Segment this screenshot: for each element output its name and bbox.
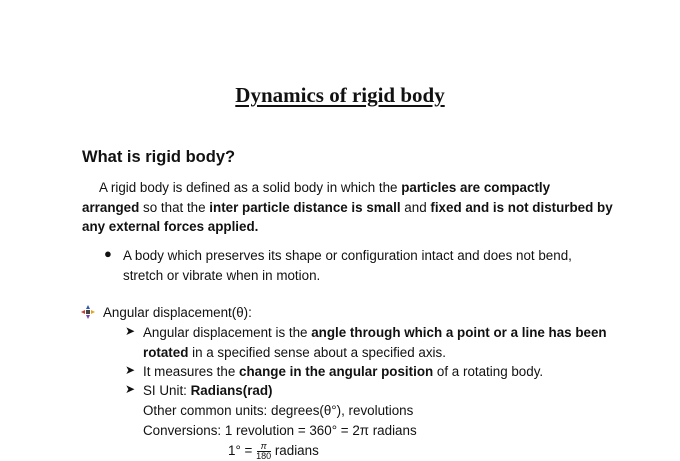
bullet-line-2: stretch or vibrate when in motion. (123, 268, 321, 283)
bullet-line-1: A body which preserves its shape or configuration intact and does not bend, (123, 248, 572, 263)
arrow-bullet-icon: ➤ (125, 324, 136, 338)
four-arrows-icon (80, 304, 96, 320)
item-1-line-1: Angular displacement is the angle through which a point or a line has been (143, 325, 607, 340)
arrow-bullet-icon: ➤ (125, 363, 136, 377)
document-title: Dynamics of rigid body (235, 83, 445, 107)
definition-line-2: arranged so that the inter particle distance is small and fixed and is not disturbed by (82, 200, 613, 215)
pi-fraction: $\frac{\pi}{180}$ (256, 440, 272, 461)
arrow-bullet-icon: ➤ (125, 382, 136, 396)
definition-line-3: any external forces applied. (82, 219, 259, 234)
conversions: Conversions: 1 revolution = 360° = 2π radians (143, 423, 417, 438)
section-heading: What is rigid body? (82, 148, 236, 166)
definition-line-1: A rigid body is defined as a solid body in which the particles are compactly (99, 180, 551, 195)
item-2: It measures the change in the angular position of a rotating body. (143, 364, 544, 379)
angular-heading: Angular displacement(θ): (103, 305, 252, 320)
item-1-line-2: rotated in a specified sense about a specified axis. (143, 345, 446, 360)
degree-conversion: 1° = $\frac{\pi}{180}$ radians (228, 440, 319, 461)
item-3: SI Unit: Radians(rad) (143, 383, 273, 398)
bullet-dot-icon: ● (104, 246, 112, 261)
other-units: Other common units: degrees(θ°), revolutions (143, 403, 414, 418)
